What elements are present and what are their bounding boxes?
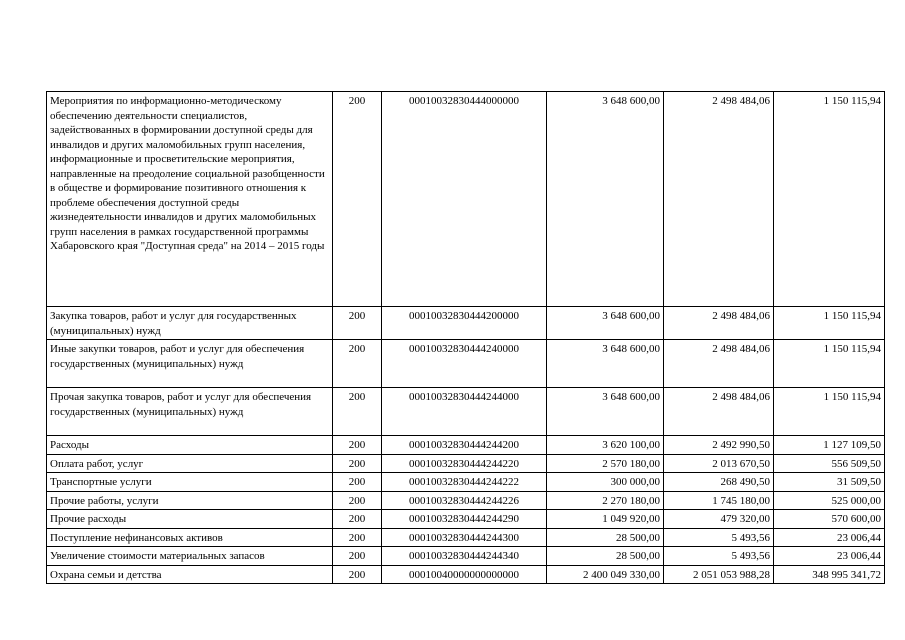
row-name-cell: Прочие работы, услуги xyxy=(47,491,333,510)
row-executed-amount-cell: 2 013 670,50 xyxy=(664,454,774,473)
row-name-cell: Оплата работ, услуг xyxy=(47,454,333,473)
row-remaining-amount-cell: 31 509,50 xyxy=(774,473,885,492)
budget-table-body xyxy=(47,92,885,584)
row-name-cell: Иные закупки товаров, работ и услуг для обеспечения государственных (муниципальных) нужд xyxy=(47,340,333,388)
row-remaining-amount-cell: 23 006,44 xyxy=(774,528,885,547)
row-remaining-amount-cell: 348 995 341,72 xyxy=(774,565,885,584)
row-executed-amount-cell: 5 493,56 xyxy=(664,528,774,547)
row-approved-amount-cell: 3 620 100,00 xyxy=(547,436,664,455)
row-line-code-cell: 200 xyxy=(333,491,382,510)
row-line-code-cell: 200 xyxy=(333,473,382,492)
table-row xyxy=(47,340,885,388)
table-row xyxy=(47,547,885,566)
row-approved-amount-cell: 3 648 600,00 xyxy=(547,307,664,340)
row-budget-code-cell: 00010032830444244340 xyxy=(382,547,547,566)
row-budget-code-cell: 00010032830444244222 xyxy=(382,473,547,492)
row-remaining-amount-cell: 1 150 115,94 xyxy=(774,92,885,307)
row-line-code-cell: 200 xyxy=(333,528,382,547)
row-name-cell: Прочая закупка товаров, работ и услуг для обеспечения государственных (муниципальных) нужд xyxy=(47,388,333,436)
table-row xyxy=(47,565,885,584)
budget-table xyxy=(46,91,885,584)
row-budget-code-cell: 00010032830444244000 xyxy=(382,388,547,436)
row-approved-amount-cell: 2 570 180,00 xyxy=(547,454,664,473)
row-name-cell: Увеличение стоимости материальных запасов xyxy=(47,547,333,566)
table-row xyxy=(47,510,885,529)
row-line-code-cell: 200 xyxy=(333,340,382,388)
row-remaining-amount-cell: 570 600,00 xyxy=(774,510,885,529)
row-name-cell: Прочие расходы xyxy=(47,510,333,529)
row-remaining-amount-cell: 1 127 109,50 xyxy=(774,436,885,455)
row-executed-amount-cell: 5 493,56 xyxy=(664,547,774,566)
row-budget-code-cell: 00010032830444244290 xyxy=(382,510,547,529)
row-budget-code-cell: 00010032830444000000 xyxy=(382,92,547,307)
row-line-code-cell: 200 xyxy=(333,454,382,473)
row-budget-code-cell: 00010032830444240000 xyxy=(382,340,547,388)
row-approved-amount-cell: 2 400 049 330,00 xyxy=(547,565,664,584)
table-row xyxy=(47,388,885,436)
row-budget-code-cell: 00010032830444244300 xyxy=(382,528,547,547)
row-budget-code-cell: 00010032830444244226 xyxy=(382,491,547,510)
row-approved-amount-cell: 2 270 180,00 xyxy=(547,491,664,510)
row-executed-amount-cell: 2 498 484,06 xyxy=(664,92,774,307)
row-name-cell: Охрана семьи и детства xyxy=(47,565,333,584)
row-name-cell: Закупка товаров, работ и услуг для государственных (муниципальных) нужд xyxy=(47,307,333,340)
row-executed-amount-cell: 2 498 484,06 xyxy=(664,388,774,436)
table-row xyxy=(47,528,885,547)
row-budget-code-cell: 00010040000000000000 xyxy=(382,565,547,584)
row-budget-code-cell: 00010032830444200000 xyxy=(382,307,547,340)
row-line-code-cell: 200 xyxy=(333,547,382,566)
table-row xyxy=(47,454,885,473)
row-approved-amount-cell: 3 648 600,00 xyxy=(547,92,664,307)
row-executed-amount-cell: 479 320,00 xyxy=(664,510,774,529)
table-row xyxy=(47,473,885,492)
row-name-cell: Транспортные услуги xyxy=(47,473,333,492)
row-approved-amount-cell: 300 000,00 xyxy=(547,473,664,492)
table-row xyxy=(47,92,885,307)
row-executed-amount-cell: 1 745 180,00 xyxy=(664,491,774,510)
row-line-code-cell: 200 xyxy=(333,565,382,584)
row-approved-amount-cell: 3 648 600,00 xyxy=(547,340,664,388)
row-line-code-cell: 200 xyxy=(333,510,382,529)
row-remaining-amount-cell: 1 150 115,94 xyxy=(774,388,885,436)
row-executed-amount-cell: 2 498 484,06 xyxy=(664,307,774,340)
row-name-cell: Поступление нефинансовых активов xyxy=(47,528,333,547)
row-budget-code-cell: 00010032830444244220 xyxy=(382,454,547,473)
row-line-code-cell: 200 xyxy=(333,436,382,455)
table-row xyxy=(47,491,885,510)
row-approved-amount-cell: 28 500,00 xyxy=(547,528,664,547)
row-executed-amount-cell: 2 498 484,06 xyxy=(664,340,774,388)
row-name-cell: Мероприятия по информационно-методическому обеспечению деятельности специалистов, задействованных в формировании доступной среды для инвалидов и других маломобильных групп населения, информационные и просветительские мероприятия, направленные на преодоление социальной разобщенности в обществе и формирование позитивного отношения к проблеме обеспечения доступной среды жизнедеятельности инвалидов и других маломобильных групп населения в рамках государственной программы Хабаровского края "Доступная среда" на 2014 – 2015 годы xyxy=(47,92,333,307)
row-approved-amount-cell: 1 049 920,00 xyxy=(547,510,664,529)
row-remaining-amount-cell: 1 150 115,94 xyxy=(774,307,885,340)
row-approved-amount-cell: 3 648 600,00 xyxy=(547,388,664,436)
row-line-code-cell: 200 xyxy=(333,307,382,340)
row-remaining-amount-cell: 23 006,44 xyxy=(774,547,885,566)
row-executed-amount-cell: 2 492 990,50 xyxy=(664,436,774,455)
row-executed-amount-cell: 2 051 053 988,28 xyxy=(664,565,774,584)
row-name-cell: Расходы xyxy=(47,436,333,455)
row-line-code-cell: 200 xyxy=(333,388,382,436)
row-executed-amount-cell: 268 490,50 xyxy=(664,473,774,492)
row-line-code-cell: 200 xyxy=(333,92,382,307)
row-remaining-amount-cell: 1 150 115,94 xyxy=(774,340,885,388)
row-approved-amount-cell: 28 500,00 xyxy=(547,547,664,566)
row-budget-code-cell: 00010032830444244200 xyxy=(382,436,547,455)
table-row xyxy=(47,307,885,340)
row-remaining-amount-cell: 556 509,50 xyxy=(774,454,885,473)
table-row xyxy=(47,436,885,455)
row-remaining-amount-cell: 525 000,00 xyxy=(774,491,885,510)
